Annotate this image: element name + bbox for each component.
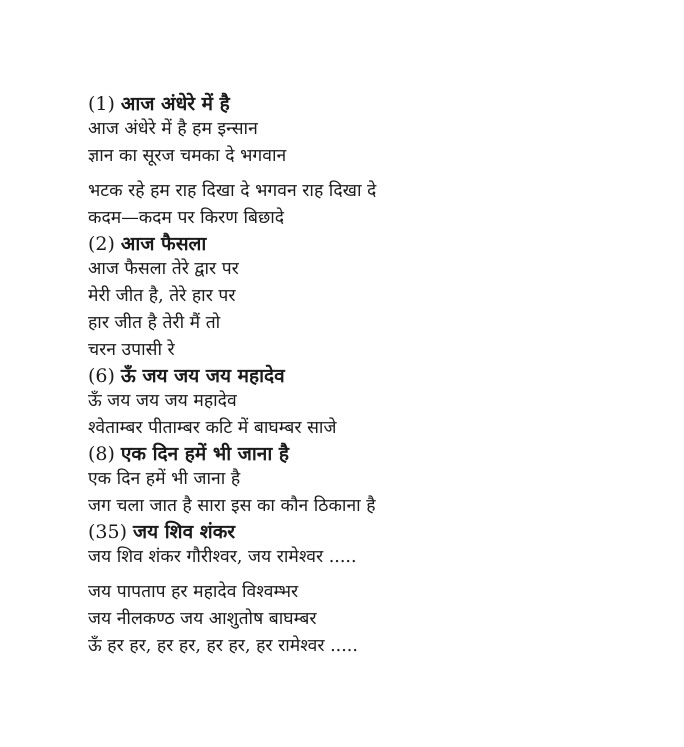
lyric-line: ज्ञान का सूरज चमका दे भगवान: [88, 146, 287, 166]
lyric-line: ऊँ जय जय जय महादेव: [88, 391, 237, 411]
lyric-line: मेरी जीत है, तेरे हार पर: [88, 286, 236, 306]
song-title-text: आज फैसला: [120, 233, 207, 255]
lyric-line: चरन उपासी रे: [88, 340, 175, 360]
song-title: [88, 92, 668, 116]
lyric-line: श्वेताम्बर पीताम्बर कटि में बाघम्बर साजे: [88, 418, 337, 438]
lyric-line: आज अंधेरे में है हम इन्सान: [88, 119, 258, 139]
song-number: (35): [88, 521, 128, 543]
lyric-line: ऊँ हर हर, हर हर, हर हर, हर रामेश्वर .....: [88, 636, 358, 656]
song-title: [88, 364, 668, 388]
song-8: [88, 442, 668, 520]
song-number: (8): [88, 443, 115, 465]
lyric-line: जग चला जात है सारा इस का कौन ठिकाना है: [88, 496, 376, 516]
song-2: [88, 232, 668, 364]
lyric-line: जय नीलकण्ठ जय आशुतोष बाघम्बर: [88, 609, 317, 629]
song-number: (1): [88, 93, 115, 115]
lyrics-page: [88, 92, 668, 660]
song-6: [88, 364, 668, 442]
lyric-line: आज फैसला तेरे द्वार पर: [88, 259, 239, 279]
stanza-gap: [88, 571, 668, 579]
song-number: (2): [88, 233, 115, 255]
song-title: [88, 520, 668, 544]
song-1: [88, 92, 668, 232]
song-title-text: ऊँ जय जय जय महादेव: [120, 365, 285, 387]
lyric-line: जय पापताप हर महादेव विश्वम्भर: [88, 582, 299, 602]
song-35: [88, 520, 668, 660]
lyric-line: कदम—कदम पर किरण बिछादे: [88, 208, 285, 228]
lyric-line: भटक रहे हम राह दिखा दे भगवन राह दिखा दे: [88, 181, 377, 201]
song-number: (6): [88, 365, 115, 387]
stanza-gap: [88, 170, 668, 178]
song-title-text: आज अंधेरे में है: [120, 93, 230, 115]
song-title: [88, 442, 668, 466]
song-title: [88, 232, 668, 256]
song-title-text: एक दिन हमें भी जाना है: [120, 443, 289, 465]
lyric-line: जय शिव शंकर गौरीश्वर, जय रामेश्वर .....: [88, 547, 357, 567]
lyric-line: एक दिन हमें भी जाना है: [88, 469, 241, 489]
lyric-line: हार जीत है तेरी मैं तो: [88, 313, 221, 333]
song-title-text: जय शिव शंकर: [133, 521, 236, 543]
